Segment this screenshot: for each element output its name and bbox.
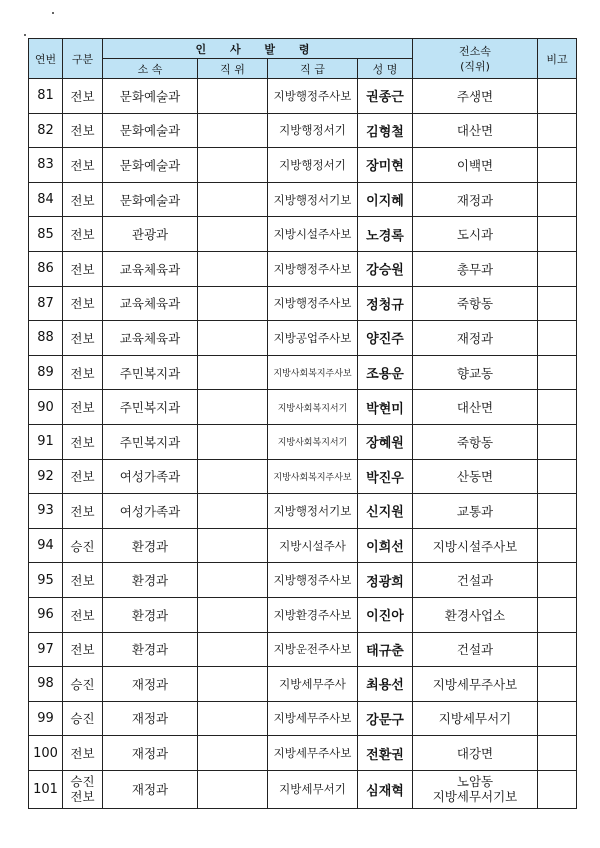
table-row — [29, 217, 577, 252]
row-seq: 96 — [29, 597, 63, 632]
row-grade: 지방시설주사보 — [268, 217, 358, 252]
row-grade: 지방행정주사보 — [268, 563, 358, 598]
row-previous-dept: 대산면 — [413, 113, 538, 148]
row-position — [198, 494, 268, 529]
row-remarks — [538, 459, 577, 494]
header-grade: 직 급 — [268, 59, 358, 79]
row-grade: 지방사회복지주사보 — [268, 355, 358, 390]
row-previous-dept: 주생면 — [413, 79, 538, 114]
row-previous-dept-line: 지방세무서기보 — [432, 789, 518, 805]
row-position — [198, 251, 268, 286]
personnel-order-table — [28, 38, 577, 809]
row-position — [198, 79, 268, 114]
row-dept: 재정과 — [103, 736, 198, 771]
row-previous-dept: 도시과 — [413, 217, 538, 252]
row-dept: 환경과 — [103, 528, 198, 563]
row-seq: 91 — [29, 424, 63, 459]
row-name: 조용운 — [358, 355, 413, 390]
row-position — [198, 459, 268, 494]
table-row — [29, 424, 577, 459]
row-remarks — [538, 632, 577, 667]
row-dept: 재정과 — [103, 701, 198, 736]
row-grade: 지방사회복지서기 — [268, 424, 358, 459]
row-type: 전보 — [63, 286, 103, 321]
row-previous-dept: 지방세무서기 — [413, 701, 538, 736]
row-type: 전보 — [63, 113, 103, 148]
row-grade: 지방환경주사보 — [268, 597, 358, 632]
row-previous-dept: 지방시설주사보 — [413, 528, 538, 563]
row-type: 전보 — [63, 597, 103, 632]
row-position — [198, 424, 268, 459]
scan-speck — [24, 34, 26, 36]
table-row — [29, 736, 577, 771]
row-type-line: 전보 — [70, 789, 95, 805]
table-row — [29, 667, 577, 702]
row-seq: 85 — [29, 217, 63, 252]
row-dept: 주민복지과 — [103, 355, 198, 390]
row-previous-dept: 재정과 — [413, 182, 538, 217]
row-type: 승진 — [63, 528, 103, 563]
header-previous-dept-line2: (직위) — [460, 59, 490, 73]
row-type: 전보 — [63, 424, 103, 459]
row-position — [198, 667, 268, 702]
table-row — [29, 701, 577, 736]
row-remarks — [538, 321, 577, 356]
row-remarks — [538, 528, 577, 563]
row-remarks — [538, 182, 577, 217]
row-remarks — [538, 355, 577, 390]
row-position — [198, 321, 268, 356]
row-name: 최용선 — [358, 667, 413, 702]
table-row — [29, 148, 577, 183]
row-dept: 교육체육과 — [103, 286, 198, 321]
row-previous-dept: 대산면 — [413, 390, 538, 425]
row-seq: 87 — [29, 286, 63, 321]
row-position — [198, 148, 268, 183]
header-remarks: 비고 — [538, 39, 577, 79]
row-position — [198, 182, 268, 217]
header-row-1 — [29, 39, 577, 59]
row-dept: 문화예술과 — [103, 113, 198, 148]
row-name: 강승원 — [358, 251, 413, 286]
row-previous-dept: 환경사업소 — [413, 597, 538, 632]
row-grade: 지방행정서기 — [268, 113, 358, 148]
row-seq: 86 — [29, 251, 63, 286]
row-seq: 83 — [29, 148, 63, 183]
row-seq: 99 — [29, 701, 63, 736]
row-grade: 지방행정주사보 — [268, 251, 358, 286]
row-seq: 97 — [29, 632, 63, 667]
row-position — [198, 528, 268, 563]
row-position — [198, 563, 268, 598]
row-name: 이희선 — [358, 528, 413, 563]
row-previous-dept: 교통과 — [413, 494, 538, 529]
row-position — [198, 770, 268, 808]
row-remarks — [538, 597, 577, 632]
row-previous-dept-line: 노암동 — [456, 774, 494, 790]
row-position — [198, 113, 268, 148]
row-name: 양진주 — [358, 321, 413, 356]
table-row — [29, 182, 577, 217]
row-remarks — [538, 701, 577, 736]
row-type: 전보 — [63, 182, 103, 217]
row-type: 전보 — [63, 632, 103, 667]
row-previous-dept: 건설과 — [413, 632, 538, 667]
row-name: 노경록 — [358, 217, 413, 252]
table-row — [29, 321, 577, 356]
row-previous-dept: 건설과 — [413, 563, 538, 598]
table-row — [29, 113, 577, 148]
table-row — [29, 459, 577, 494]
table-row — [29, 563, 577, 598]
row-position — [198, 701, 268, 736]
row-grade: 지방사회복지주사보 — [268, 459, 358, 494]
row-seq: 98 — [29, 667, 63, 702]
table-row — [29, 355, 577, 390]
row-name: 박현미 — [358, 390, 413, 425]
row-type: 전보 — [63, 321, 103, 356]
header-previous-dept-line1: 전소속 — [459, 44, 491, 58]
row-remarks — [538, 113, 577, 148]
row-seq: 100 — [29, 736, 63, 771]
row-grade: 지방행정주사보 — [268, 286, 358, 321]
row-position — [198, 355, 268, 390]
row-previous-dept: 죽항동 — [413, 286, 538, 321]
row-name: 정청규 — [358, 286, 413, 321]
table-row — [29, 597, 577, 632]
row-remarks — [538, 286, 577, 321]
row-seq: 84 — [29, 182, 63, 217]
row-type: 전보 — [63, 251, 103, 286]
row-seq: 89 — [29, 355, 63, 390]
row-type: 전보 — [63, 79, 103, 114]
row-type: 전보 — [63, 494, 103, 529]
row-dept: 환경과 — [103, 563, 198, 598]
row-name: 박진우 — [358, 459, 413, 494]
row-name: 이진아 — [358, 597, 413, 632]
row-remarks — [538, 251, 577, 286]
row-type: 전보 — [63, 217, 103, 252]
row-remarks — [538, 770, 577, 808]
row-position — [198, 597, 268, 632]
row-name: 정광희 — [358, 563, 413, 598]
row-previous-dept: 산동면 — [413, 459, 538, 494]
row-type — [63, 770, 103, 808]
row-dept: 교육체육과 — [103, 251, 198, 286]
row-grade: 지방세무주사보 — [268, 736, 358, 771]
row-dept: 재정과 — [103, 770, 198, 808]
row-type: 전보 — [63, 355, 103, 390]
row-grade: 지방세무서기 — [268, 770, 358, 808]
header-position: 직 위 — [198, 59, 268, 79]
row-dept: 문화예술과 — [103, 148, 198, 183]
row-seq: 94 — [29, 528, 63, 563]
row-remarks — [538, 563, 577, 598]
row-grade: 지방세무주사보 — [268, 701, 358, 736]
row-type: 전보 — [63, 459, 103, 494]
row-type: 전보 — [63, 736, 103, 771]
row-grade: 지방사회복지서기 — [268, 390, 358, 425]
header-type: 구분 — [63, 39, 103, 79]
header-order-group: 인 사 발 령 — [103, 39, 413, 59]
row-remarks — [538, 667, 577, 702]
row-name: 전환권 — [358, 736, 413, 771]
row-remarks — [538, 736, 577, 771]
row-position — [198, 632, 268, 667]
table-row — [29, 632, 577, 667]
row-previous-dept: 이백면 — [413, 148, 538, 183]
row-type: 승진 — [63, 701, 103, 736]
row-dept: 환경과 — [103, 597, 198, 632]
row-remarks — [538, 79, 577, 114]
row-name: 장혜원 — [358, 424, 413, 459]
row-seq: 82 — [29, 113, 63, 148]
row-previous-dept — [413, 770, 538, 808]
row-position — [198, 736, 268, 771]
row-seq: 88 — [29, 321, 63, 356]
row-type: 전보 — [63, 390, 103, 425]
row-position — [198, 390, 268, 425]
table-row — [29, 390, 577, 425]
row-dept: 교육체육과 — [103, 321, 198, 356]
row-grade: 지방공업주사보 — [268, 321, 358, 356]
row-dept: 재정과 — [103, 667, 198, 702]
row-previous-dept: 지방세무주사보 — [413, 667, 538, 702]
header-previous-dept — [413, 39, 538, 79]
row-position — [198, 286, 268, 321]
row-dept: 여성가족과 — [103, 494, 198, 529]
row-type: 전보 — [63, 563, 103, 598]
row-position — [198, 217, 268, 252]
row-seq: 81 — [29, 79, 63, 114]
table-row — [29, 286, 577, 321]
row-name: 김형철 — [358, 113, 413, 148]
row-grade: 지방행정주사보 — [268, 79, 358, 114]
row-dept: 주민복지과 — [103, 390, 198, 425]
row-grade: 지방행정서기 — [268, 148, 358, 183]
row-previous-dept: 향교동 — [413, 355, 538, 390]
table-row — [29, 528, 577, 563]
row-grade: 지방행정서기보 — [268, 182, 358, 217]
row-remarks — [538, 390, 577, 425]
header-seq: 연번 — [29, 39, 63, 79]
row-dept: 주민복지과 — [103, 424, 198, 459]
row-seq: 101 — [29, 770, 63, 808]
header-dept: 소 속 — [103, 59, 198, 79]
row-name: 심재혁 — [358, 770, 413, 808]
row-previous-dept: 총무과 — [413, 251, 538, 286]
row-name: 장미현 — [358, 148, 413, 183]
row-seq: 95 — [29, 563, 63, 598]
row-dept: 여성가족과 — [103, 459, 198, 494]
row-name: 강문구 — [358, 701, 413, 736]
row-seq: 90 — [29, 390, 63, 425]
row-previous-dept: 대강면 — [413, 736, 538, 771]
row-seq: 93 — [29, 494, 63, 529]
table-row — [29, 770, 577, 808]
row-grade: 지방행정서기보 — [268, 494, 358, 529]
row-dept: 문화예술과 — [103, 79, 198, 114]
row-grade: 지방운전주사보 — [268, 632, 358, 667]
row-remarks — [538, 148, 577, 183]
row-grade: 지방세무주사 — [268, 667, 358, 702]
scan-speck — [52, 12, 54, 14]
row-name: 태규춘 — [358, 632, 413, 667]
table-row — [29, 494, 577, 529]
row-dept: 문화예술과 — [103, 182, 198, 217]
row-dept: 관광과 — [103, 217, 198, 252]
table-row — [29, 251, 577, 286]
row-previous-dept: 죽항동 — [413, 424, 538, 459]
row-name: 신지원 — [358, 494, 413, 529]
row-dept: 환경과 — [103, 632, 198, 667]
row-previous-dept: 재정과 — [413, 321, 538, 356]
row-name: 권종근 — [358, 79, 413, 114]
row-type: 승진 — [63, 667, 103, 702]
row-type: 전보 — [63, 148, 103, 183]
header-name: 성 명 — [358, 59, 413, 79]
row-remarks — [538, 424, 577, 459]
row-remarks — [538, 217, 577, 252]
row-seq: 92 — [29, 459, 63, 494]
row-remarks — [538, 494, 577, 529]
row-grade: 지방시설주사 — [268, 528, 358, 563]
row-name: 이지혜 — [358, 182, 413, 217]
row-type-line: 승진 — [70, 774, 95, 790]
table-row — [29, 79, 577, 114]
